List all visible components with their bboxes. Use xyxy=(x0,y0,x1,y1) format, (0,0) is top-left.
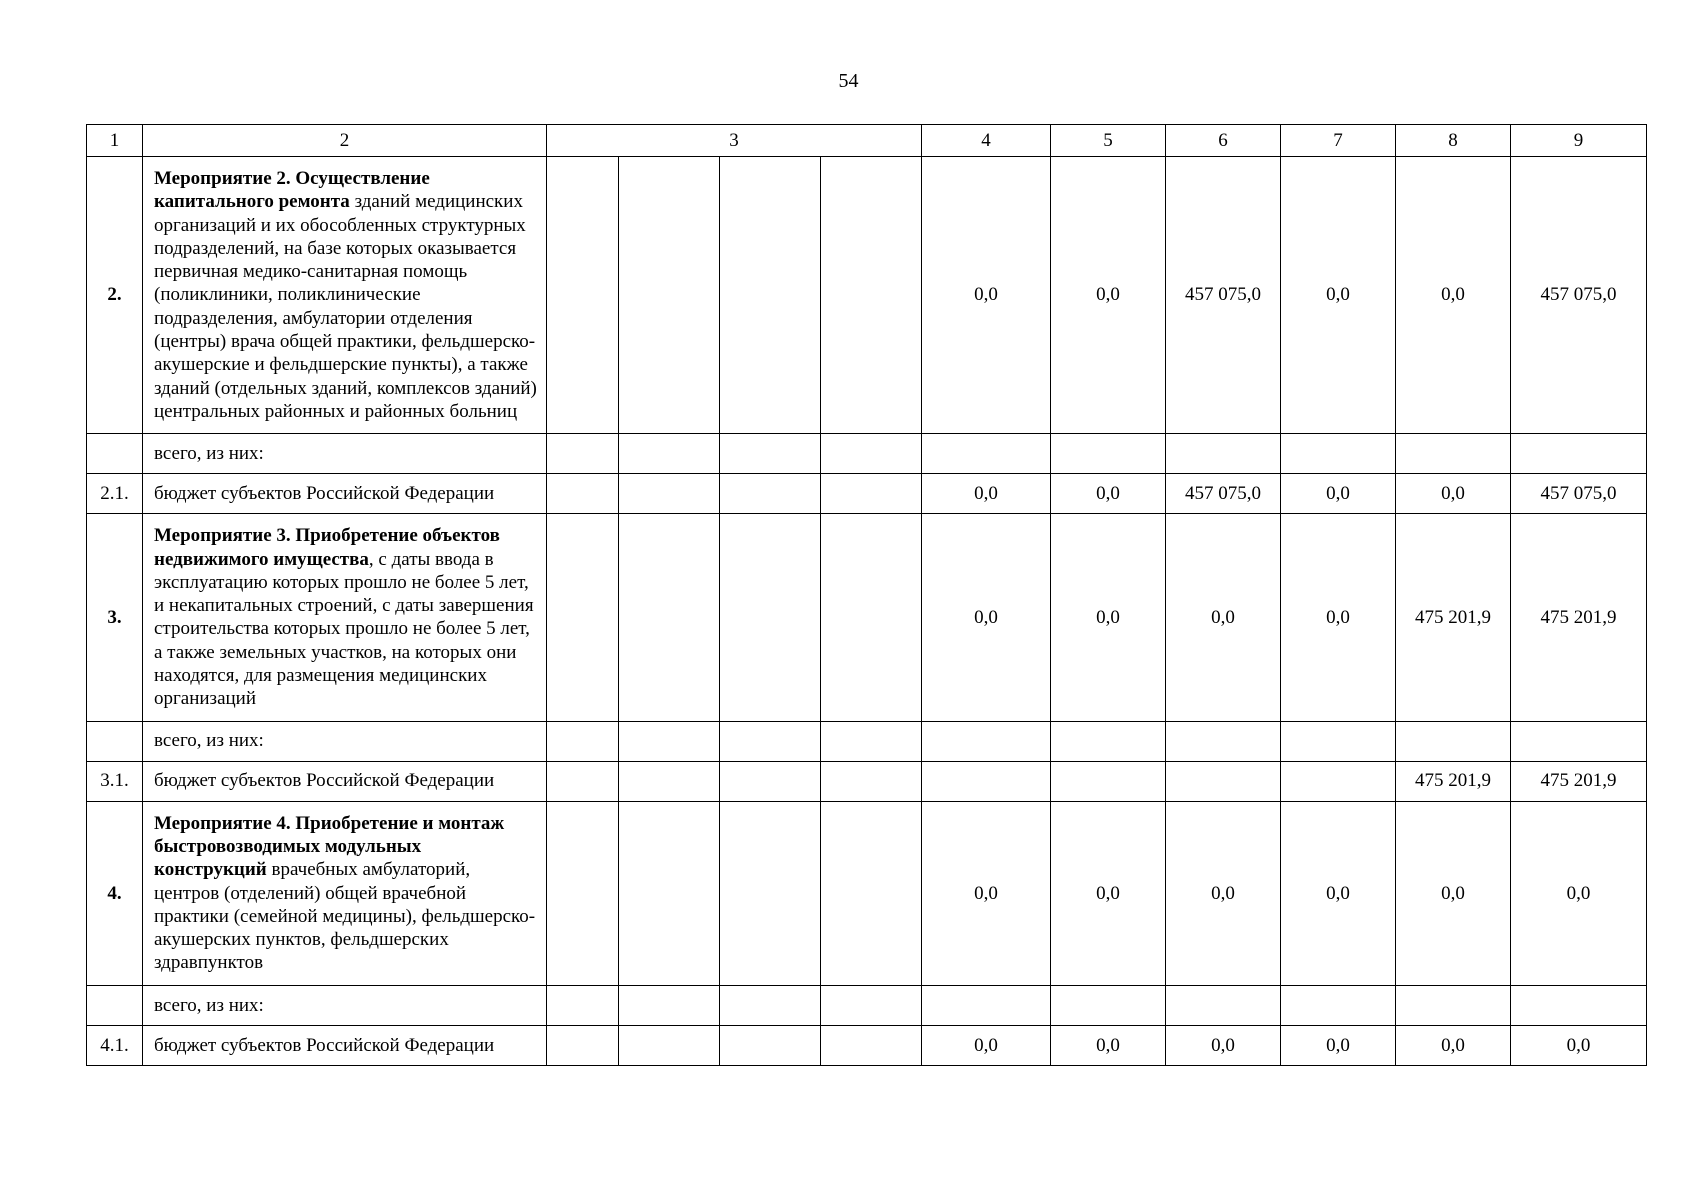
measure-title: Мероприятие 4. Приобретение и монтаж быстровозводимых модульных конструкций xyxy=(154,812,505,881)
empty-cell xyxy=(547,985,619,1025)
value-cell: 0,0 xyxy=(1166,1025,1281,1065)
table-row xyxy=(87,1025,1647,1065)
value-cell: 0,0 xyxy=(1281,801,1396,985)
value-cell: 0,0 xyxy=(1511,801,1647,985)
header-cell: 1 xyxy=(87,125,143,157)
table-row xyxy=(87,801,1647,985)
page-number: 54 xyxy=(838,70,859,92)
value-cell: 0,0 xyxy=(1511,1025,1647,1065)
value-cell xyxy=(1511,721,1647,761)
measure-title: Мероприятие 3. Приобретение объектов недвижимого имущества xyxy=(154,525,500,570)
value-cell: 457 075,0 xyxy=(1511,157,1647,434)
value-cell: 0,0 xyxy=(1166,514,1281,721)
empty-cell xyxy=(821,1025,922,1065)
value-cell: 475 201,9 xyxy=(1511,514,1647,721)
value-cell xyxy=(1166,434,1281,474)
value-cell: 457 075,0 xyxy=(1166,474,1281,514)
empty-cell xyxy=(720,1025,821,1065)
empty-cell xyxy=(547,1025,619,1065)
table-row xyxy=(87,157,1647,434)
measure-details: , с даты ввода в эксплуатацию которых прошло не более 5 лет, и некапитальных строений, с даты завершения строительства которых прошло не более 5 лет, а также земельных участков, на которых они находятся, для размещения медицинских организаций xyxy=(154,548,534,710)
value-cell: 0,0 xyxy=(922,801,1051,985)
value-cell: 0,0 xyxy=(1396,1025,1511,1065)
value-cell xyxy=(1051,434,1166,474)
row-number xyxy=(87,434,143,474)
empty-cell xyxy=(547,801,619,985)
row-number: 4. xyxy=(87,801,143,985)
empty-cell xyxy=(821,434,922,474)
value-cell xyxy=(1511,434,1647,474)
value-cell: 0,0 xyxy=(1281,1025,1396,1065)
value-cell: 475 201,9 xyxy=(1396,514,1511,721)
empty-cell xyxy=(619,721,720,761)
empty-cell xyxy=(619,761,720,801)
value-cell xyxy=(1166,721,1281,761)
value-cell xyxy=(922,761,1051,801)
row-description xyxy=(143,514,547,721)
table-row xyxy=(87,434,1647,474)
value-cell: 0,0 xyxy=(922,157,1051,434)
header-cell: 5 xyxy=(1051,125,1166,157)
empty-cell xyxy=(821,514,922,721)
empty-cell xyxy=(547,474,619,514)
value-cell: 0,0 xyxy=(1051,474,1166,514)
row-description: бюджет субъектов Российской Федерации xyxy=(143,1025,547,1065)
value-cell: 0,0 xyxy=(1051,1025,1166,1065)
value-cell xyxy=(1166,761,1281,801)
empty-cell xyxy=(619,514,720,721)
empty-cell xyxy=(619,434,720,474)
empty-cell xyxy=(619,1025,720,1065)
table-row xyxy=(87,514,1647,721)
row-description: всего, из них: xyxy=(143,721,547,761)
value-cell xyxy=(1511,985,1647,1025)
empty-cell xyxy=(547,434,619,474)
header-cell: 8 xyxy=(1396,125,1511,157)
header-cell: 4 xyxy=(922,125,1051,157)
header-cell: 6 xyxy=(1166,125,1281,157)
empty-cell xyxy=(547,157,619,434)
value-cell: 0,0 xyxy=(1051,157,1166,434)
header-cell: 9 xyxy=(1511,125,1647,157)
table-row xyxy=(87,985,1647,1025)
row-number xyxy=(87,721,143,761)
empty-cell xyxy=(547,514,619,721)
empty-cell xyxy=(619,985,720,1025)
value-cell xyxy=(1051,985,1166,1025)
table-row xyxy=(87,761,1647,801)
value-cell: 0,0 xyxy=(1281,157,1396,434)
empty-cell xyxy=(619,157,720,434)
table-row xyxy=(87,721,1647,761)
measure-details: врачебных амбулаторий, центров (отделений) общей врачебной практики (семейной медицины), фельдшерско-акушерских пунктов, фельдшерских здравпунктов xyxy=(154,859,536,974)
value-cell: 0,0 xyxy=(922,514,1051,721)
header-cell: 3 xyxy=(547,125,922,157)
value-cell: 475 201,9 xyxy=(1396,761,1511,801)
empty-cell xyxy=(547,761,619,801)
value-cell xyxy=(1051,761,1166,801)
empty-cell xyxy=(821,985,922,1025)
value-cell: 457 075,0 xyxy=(1511,474,1647,514)
value-cell: 0,0 xyxy=(1281,514,1396,721)
value-cell: 0,0 xyxy=(922,1025,1051,1065)
empty-cell xyxy=(547,721,619,761)
empty-cell xyxy=(821,761,922,801)
empty-cell xyxy=(720,801,821,985)
empty-cell xyxy=(821,474,922,514)
row-description: бюджет субъектов Российской Федерации xyxy=(143,761,547,801)
row-description xyxy=(143,801,547,985)
header-cell: 7 xyxy=(1281,125,1396,157)
header-cell: 2 xyxy=(143,125,547,157)
measure-title: Мероприятие 2. Осуществление капитального ремонта xyxy=(154,168,430,213)
empty-cell xyxy=(720,474,821,514)
value-cell xyxy=(1166,985,1281,1025)
row-number: 3.1. xyxy=(87,761,143,801)
value-cell: 0,0 xyxy=(1051,514,1166,721)
empty-cell xyxy=(821,157,922,434)
value-cell: 0,0 xyxy=(1396,157,1511,434)
empty-cell xyxy=(720,157,821,434)
value-cell xyxy=(1396,721,1511,761)
header-row xyxy=(87,125,1647,157)
value-cell: 0,0 xyxy=(1396,474,1511,514)
value-cell xyxy=(1281,761,1396,801)
empty-cell xyxy=(720,434,821,474)
value-cell xyxy=(922,434,1051,474)
value-cell xyxy=(1281,434,1396,474)
row-description: бюджет субъектов Российской Федерации xyxy=(143,474,547,514)
row-description: всего, из них: xyxy=(143,434,547,474)
empty-cell xyxy=(720,985,821,1025)
value-cell xyxy=(1396,985,1511,1025)
value-cell: 475 201,9 xyxy=(1511,761,1647,801)
row-description xyxy=(143,157,547,434)
value-cell: 0,0 xyxy=(1051,801,1166,985)
row-description: всего, из них: xyxy=(143,985,547,1025)
value-cell xyxy=(1051,721,1166,761)
row-number: 2. xyxy=(87,157,143,434)
budget-table xyxy=(86,124,1647,1066)
measure-details: зданий медицинских организаций и их обособленных структурных подразделений, на базе которых оказывается первичная медико-санитарная помощь (поликлиники, поликлинические подразделения, амбулатории отделения (центры) врача общей практики, фельдшерско-акушерские и фельдшерские пункты), а также зданий (отдельных зданий, комплексов зданий) центральных районных и районных больниц xyxy=(154,191,537,422)
row-number: 3. xyxy=(87,514,143,721)
value-cell: 0,0 xyxy=(922,474,1051,514)
empty-cell xyxy=(821,721,922,761)
value-cell xyxy=(1281,985,1396,1025)
row-number: 4.1. xyxy=(87,1025,143,1065)
value-cell xyxy=(922,721,1051,761)
value-cell: 0,0 xyxy=(1281,474,1396,514)
value-cell xyxy=(1396,434,1511,474)
row-number: 2.1. xyxy=(87,474,143,514)
row-number xyxy=(87,985,143,1025)
value-cell: 457 075,0 xyxy=(1166,157,1281,434)
value-cell xyxy=(922,985,1051,1025)
empty-cell xyxy=(619,801,720,985)
value-cell: 0,0 xyxy=(1396,801,1511,985)
empty-cell xyxy=(720,514,821,721)
empty-cell xyxy=(720,761,821,801)
value-cell: 0,0 xyxy=(1166,801,1281,985)
table-row xyxy=(87,474,1647,514)
empty-cell xyxy=(619,474,720,514)
empty-cell xyxy=(821,801,922,985)
empty-cell xyxy=(720,721,821,761)
value-cell xyxy=(1281,721,1396,761)
